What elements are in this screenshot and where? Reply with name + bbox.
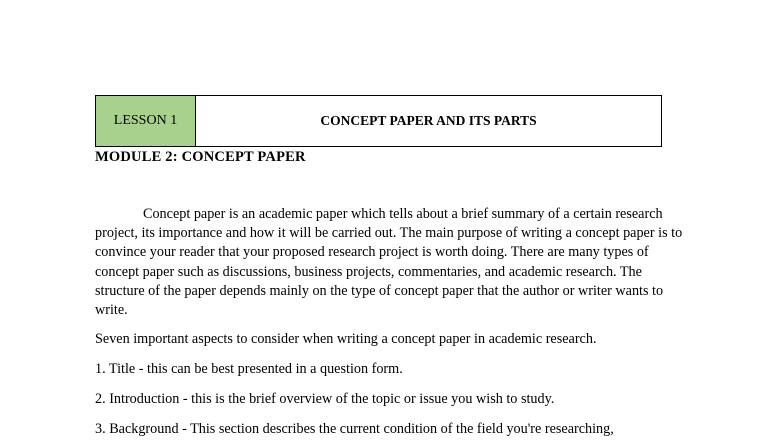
aspects-intro: Seven important aspects to consider when writing a concept paper in academic research. (95, 331, 597, 347)
list-item-title: 1. Title - this can be best presented in a question form. (95, 361, 403, 377)
module-heading: MODULE 2: CONCEPT PAPER (95, 149, 306, 165)
list-item-background: 3. Background - This section describes the current condition of the field you're researching, (95, 421, 614, 437)
lesson-label: LESSON 1 (96, 96, 196, 146)
list-item-introduction: 2. Introduction - this is the brief overview of the topic or issue you wish to study. (95, 391, 555, 407)
lesson-header-table (95, 95, 662, 147)
lesson-title: CONCEPT PAPER AND ITS PARTS (320, 113, 537, 128)
intro-paragraph: Concept paper is an academic paper which tells about a brief summary of a certain research project, its importance and how it will be carried out. The main purpose of writing a concept paper is to convince your reader that your proposed research project is worth doing. There are many types of concept paper such as discussions, business projects, commentaries, and academic research. The structure of the paper depends mainly on the type of concept paper that the author or writer wants to write. (95, 206, 683, 319)
